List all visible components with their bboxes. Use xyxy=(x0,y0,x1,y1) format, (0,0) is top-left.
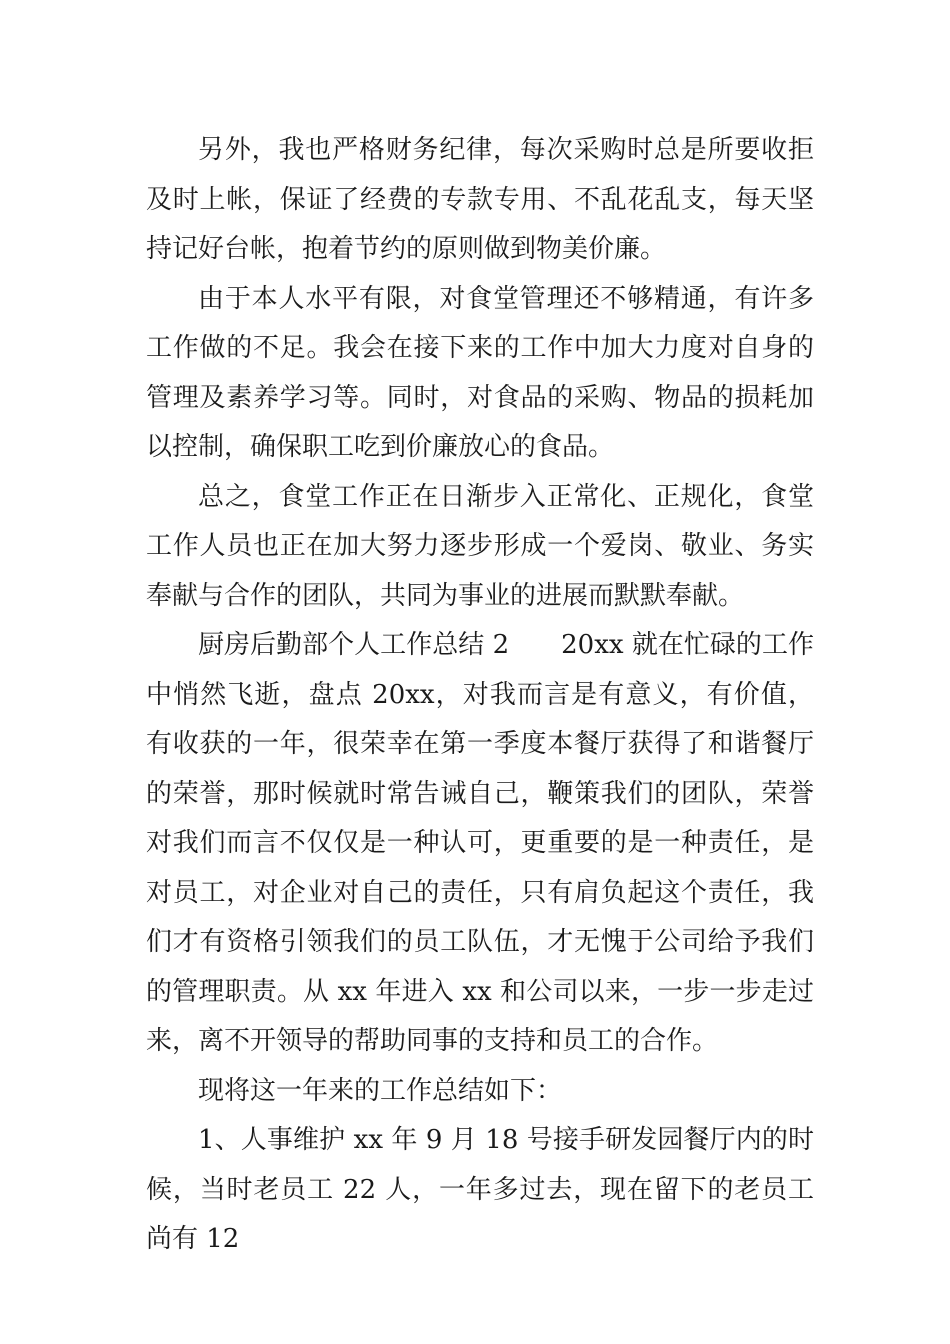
paragraph-conclusion: 总之，食堂工作正在日渐步入正常化、正规化，食堂工作人员也正在加大努力逐步形成一个爱岗、敬业、务实奉献与合作的团队，共同为事业的进展而默默奉献。 xyxy=(146,481,814,611)
paragraph-section-2 xyxy=(146,621,814,1067)
section-heading: 厨房后勤部个人工作总结 2 xyxy=(198,630,510,660)
paragraph-finance: 另外，我也严格财务纪律，每次采购时总是所要收拒及时上帐，保证了经费的专款专用、不乱花乱支，每天坚持记好台帐，抱着节约的原则做到物美价廉。 xyxy=(146,135,814,264)
section-intro: 20xx 就在忙碌的工作中悄然飞逝，盘点 20xx，对我而言是有意义，有价值，有收获的一年，很荣幸在第一季度本餐厅获得了和谐餐厅的荣誉，那时候就时常告诫自己，鞭策我们的团队，荣誉对我们而言不仅仅是一种认可，更重要的是一种责任，是对员工，对企业对自己的责任，只有肩负起这个责任，我们才有资格引领我们的员工队伍，才无愧于公司给予我们的管理职责。从 xx 年进入 xx 和公司以来，一步一步走过来，离不开领导的帮助同事的支持和员工的合作。 xyxy=(146,630,814,1056)
paragraph-summary-lead: 现将这一年来的工作总结如下： xyxy=(198,1075,563,1106)
paragraph-improvement: 由于本人水平有限，对食堂管理还不够精通，有许多工作做的不足。我会在接下来的工作中加大力度对自身的管理及素养学习等。同时，对食品的采购、物品的损耗加以控制，确保职工吃到价廉放心的食品。 xyxy=(146,283,814,462)
paragraph-item-1: 1、人事维护 xx 年 9 月 18 号接手研发园餐厅内的时候，当时老员工 22 人，一年多过去，现在留下的老员工尚有 12 xyxy=(146,1125,814,1254)
document-body xyxy=(146,126,814,1265)
